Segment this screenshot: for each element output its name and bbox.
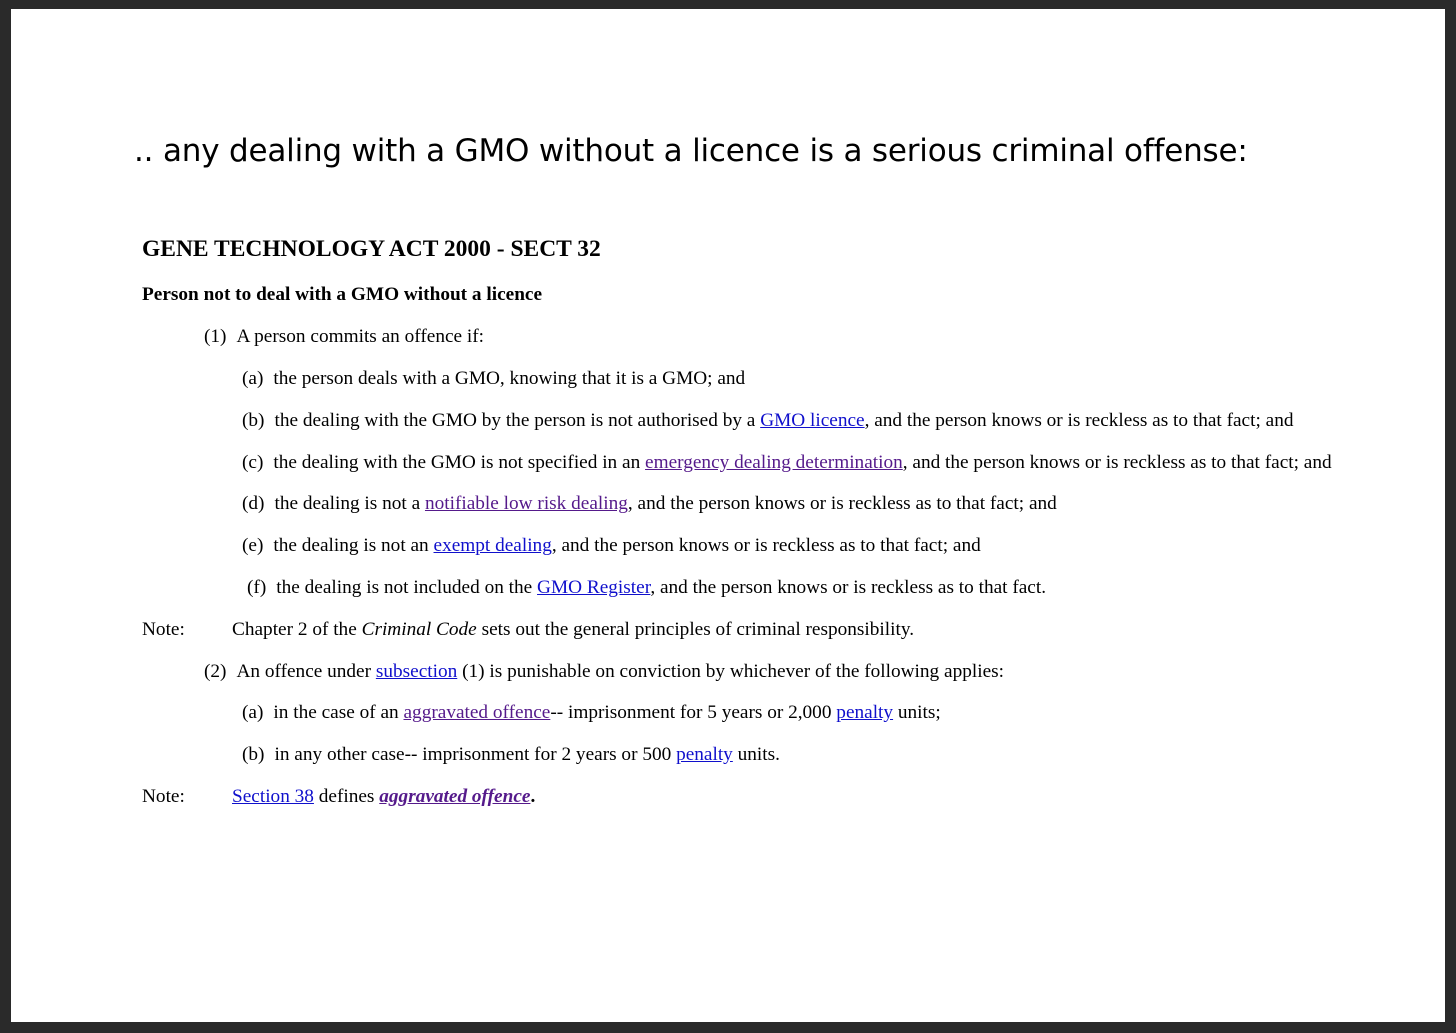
note-text: sets out the general principles of criminal responsibility.	[476, 619, 915, 640]
penalty-link[interactable]: penalty	[836, 702, 894, 723]
paragraph-text: in the case of an	[273, 702, 404, 723]
paragraph-2b	[242, 743, 780, 767]
paragraph-text: , and the person knows or is reckless as to that fact; and	[902, 452, 1332, 473]
subsection-2	[204, 660, 1004, 684]
subsection-number: (1)	[204, 326, 227, 347]
paragraph-text: in any other case-- imprisonment for 2 years or 500	[274, 744, 677, 765]
paragraph-text: the dealing is not included on the	[276, 577, 538, 598]
paragraph-text: the dealing is not a	[274, 493, 425, 514]
note-label: Note:	[142, 619, 185, 640]
paragraph-text: the person deals with a GMO, knowing that it is a GMO; and	[273, 368, 746, 389]
subsection-text: An offence under	[236, 661, 376, 682]
aggravated-offence-link[interactable]: aggravated offence	[403, 702, 551, 723]
note-text: defines	[313, 786, 380, 807]
paragraph-text: the dealing with the GMO is not specified in an	[273, 452, 646, 473]
emergency-dealing-determination-link[interactable]: emergency dealing determination	[645, 452, 903, 473]
paragraph-c	[242, 451, 1332, 475]
penalty-link[interactable]: penalty	[676, 744, 733, 765]
subsection-text: (1) is punishable on conviction by whichever of the following applies:	[457, 661, 1004, 682]
subsection-number: (2)	[204, 661, 227, 682]
note-period: .	[530, 786, 536, 807]
exempt-dealing-link[interactable]: exempt dealing	[433, 535, 552, 556]
aggravated-offence-definition-link[interactable]: aggravated offence	[379, 786, 531, 807]
paragraph-a	[242, 367, 745, 391]
paragraph-text: -- imprisonment for 5 years or 2,000	[550, 702, 837, 723]
subsection-1	[204, 325, 484, 349]
gmo-register-link[interactable]: GMO Register	[537, 577, 651, 598]
note-2	[232, 785, 535, 809]
notifiable-low-risk-dealing-link[interactable]: notifiable low risk dealing	[424, 493, 628, 514]
subsection-text: A person commits an offence if:	[236, 326, 485, 347]
paragraph-number: (c)	[242, 452, 264, 473]
paragraph-number: (f)	[247, 577, 267, 598]
gmo-licence-link[interactable]: GMO licence	[760, 410, 865, 431]
paragraph-number: (d)	[242, 493, 265, 514]
paragraph-number: (a)	[242, 368, 264, 389]
subsection-link[interactable]: subsection	[375, 661, 458, 682]
paragraph-text: , and the person knows or is reckless as to that fact; and	[551, 535, 981, 556]
paragraph-text: the dealing with the GMO by the person is not authorised by a	[274, 410, 761, 431]
paragraph-text: units.	[732, 744, 780, 765]
paragraph-number: (b)	[242, 744, 265, 765]
note-1	[232, 618, 914, 642]
note-text: Chapter 2 of the	[232, 619, 362, 640]
paragraph-text: , and the person knows or is reckless as to that fact; and	[627, 493, 1057, 514]
section-heading: Person not to deal with a GMO without a licence	[142, 284, 543, 305]
criminal-code-title: Criminal Code	[361, 619, 477, 640]
paragraph-text: , and the person knows or is reckless as to that fact; and	[864, 410, 1294, 431]
document-page	[11, 9, 1445, 1022]
paragraph-text: , and the person knows or is reckless as to that fact.	[650, 577, 1047, 598]
paragraph-text: units;	[893, 702, 941, 723]
paragraph-e	[242, 534, 981, 558]
paragraph-b	[242, 409, 1294, 433]
paragraph-number: (b)	[242, 410, 265, 431]
section-38-link[interactable]: Section 38	[232, 786, 314, 807]
paragraph-2a	[242, 701, 941, 725]
note-label: Note:	[142, 786, 185, 807]
paragraph-number: (e)	[242, 535, 264, 556]
paragraph-number: (a)	[242, 702, 264, 723]
act-section-title: GENE TECHNOLOGY ACT 2000 - SECT 32	[142, 236, 601, 262]
paragraph-d	[242, 492, 1057, 516]
slide-headline: .. any dealing with a GMO without a licence is a serious criminal offense:	[134, 133, 1248, 169]
paragraph-text: the dealing is not an	[273, 535, 434, 556]
paragraph-f	[247, 576, 1046, 600]
